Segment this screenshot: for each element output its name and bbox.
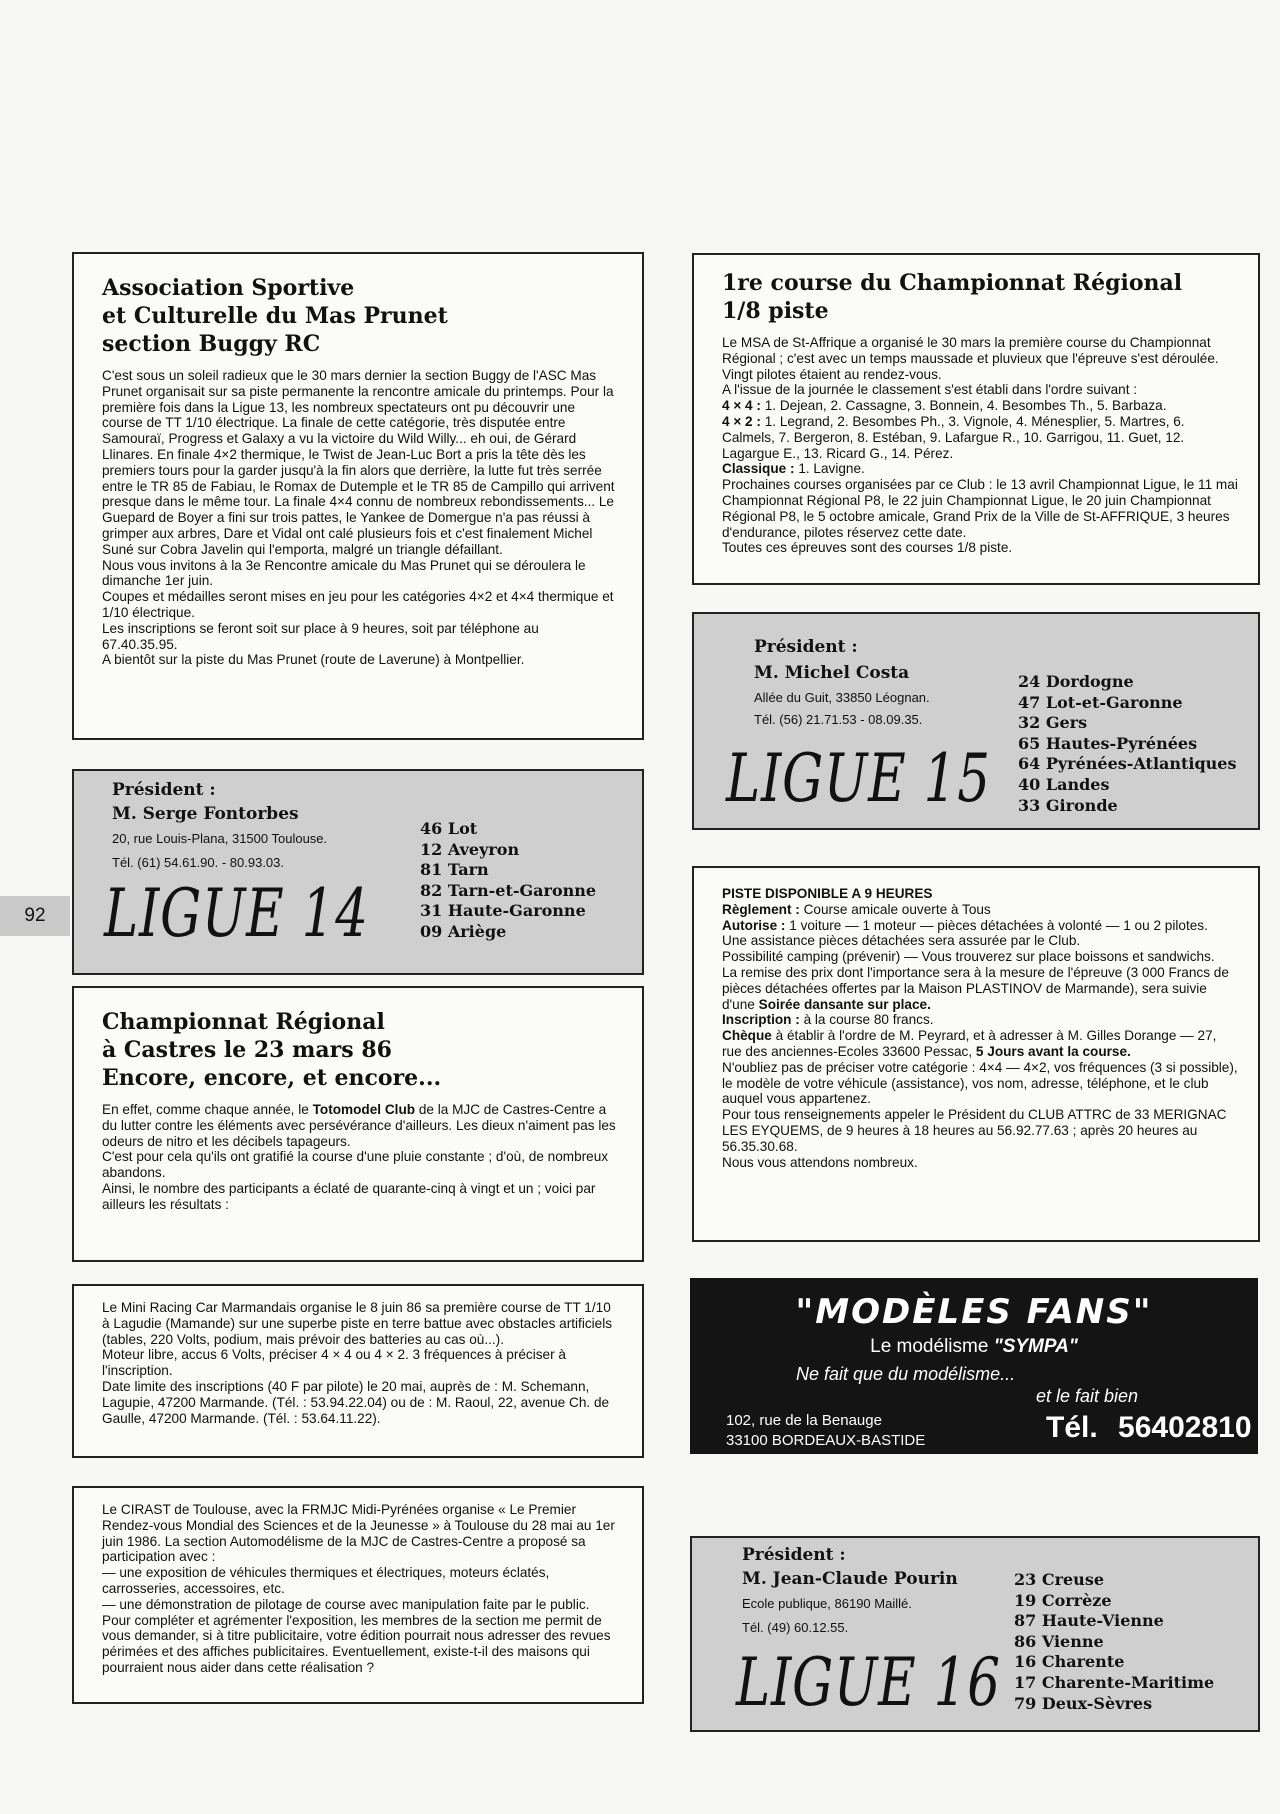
ad-address-1: 102, rue de la Benauge [726, 1412, 882, 1429]
paragraph: — une démonstration de pilotage de course avec manipulation faite par le public. [102, 1596, 590, 1612]
paragraph: Prochaines courses organisées par ce Club : le 13 avril Championnat Ligue, le 11 mai Championnat Régional P8, le 22 juin Championnat Ligue, le 20 juin Championnat Régional P8, le 5 octobre amicale, Grand Prix de la Ville de St-AFFRIQUE, 3 heures d'endurance, pilotes réservez cette date. [722, 477, 1238, 540]
department: 47 Lot-et-Garonne [1018, 692, 1183, 712]
ligue-15-box [692, 612, 1260, 830]
result-4x2: 4 × 2 : 1. Legrand, 2. Besombes Ph., 3. Vignole, 4. Ménesplier, 5. Martres, 6. Calmels, 7. Bergeron, 8. Estéban, 9. Lafargue R., 10. Garrigou, 11. Guet, 12. Lagargue E., 13. Ricard G., 14. Pérez. [722, 413, 1185, 461]
paragraph: Les inscriptions se feront soit sur place à 9 heures, soit par téléphone au 67.40.35.95. [102, 620, 539, 652]
paragraph: Possibilité camping (prévenir) — Vous trouverez sur place boissons et sandwichs. [722, 949, 1215, 965]
department: 33 Gironde [1018, 795, 1118, 815]
article-piste-disponible: PISTE DISPONIBLE A 9 HEURES Règlement : Course amicale ouverte à Tous Autorise : 1 voiture — 1 moteur — pièces détachées à volonté — 1 ou 2 pilotes. Une assistance pièces détachées sera assurée par le Club. Possibilité camping (prévenir) — Vous trouverez sur place boissons et sandwichs. La remise des prix dont l'importance sera à la mesure de l'épreuve (3 000 Francs de pièces détachées offertes par la Maison PLASTINOV de Marmande), sera suivie d'une Soirée dansante sur place. Inscription : à la course 80 francs. Chèque à établir à l'ordre de M. Peyrard, et à adresser à M. Gilles Dorange — 27, rue des anciennes-Ecoles 33600 Pessac, 5 Jours avant la course. N'oubliez pas de préciser votre catégorie : 4×4 — 4×2, vos fréquences (3 si possible), le modèle de votre véhicule (assistance), vos nom, adresse, téléphone, et le club auquel vous appartenez. Pour tous renseignements appeler le Président du CLUB ATTRC de 33 MERIGNAC LES EYQUEMS, de 9 heures à 18 heures au 56.92.77.63 ; après 20 heures au 56.35.30.68. Nous vous attendons nombreux. [692, 866, 1260, 1242]
paragraph: Date limite des inscriptions (40 F par pilote) le 20 mai, auprès de : M. Schemann, Lagupie, 47200 Marmande. (Tél. : 53.94.22.04) ou de : M. Raoul, 22, avenue Ch. de Gaulle, 47200 Marmande. (Tél. : 53.64.11.22). [102, 1378, 610, 1426]
paragraph: — une exposition de véhicules thermiques et électriques, moteurs éclatés, carrosseries, accessoires, etc. [102, 1565, 550, 1596]
department: 64 Pyrénées-Atlantiques [1018, 754, 1237, 774]
department-list [1014, 1570, 1214, 1714]
department: 09 Ariège [420, 921, 507, 941]
ad-phone: Tél. 56402810 [1046, 1411, 1252, 1444]
president-name: M. Serge Fontorbes [112, 804, 299, 824]
department: 23 Creuse [1014, 1570, 1104, 1589]
department: 24 Dordogne [1018, 672, 1134, 691]
paragraph: Le Mini Racing Car Marmandais organise le 8 juin 86 sa première course de TT 1/10 à Lagudie (Mamande) sur une superbe piste en terre battue avec obstacles artificiels (tables, 220 Volts, podium, mais prévoir des batteries au cas où...). [102, 1300, 613, 1347]
ad-tagline: Le modélisme "SYMPA" [870, 1336, 1078, 1357]
president-name: M. Jean-Claude Pourin [742, 1569, 958, 1589]
paragraph: Toutes ces épreuves sont des courses 1/8 piste. [722, 540, 1013, 556]
paragraph: Coupes et médailles seront mises en jeu pour les catégories 4×2 et 4×4 thermique et 1/10 électrique. [102, 589, 614, 620]
ad-line2: Ne fait que du modélisme... [796, 1364, 1016, 1384]
paragraph: Nous vous attendons nombreux. [722, 1154, 918, 1170]
article-course-1-8 [692, 253, 1260, 585]
department: 79 Deux-Sèvres [1014, 1693, 1153, 1713]
president-phone: Tél. (49) 60.12.55. [742, 1620, 849, 1635]
department: 46 Lot [420, 819, 478, 838]
paragraph: Pour tous renseignements appeler le Président du CLUB ATTRC de 33 MERIGNAC LES EYQUEMS, de 9 heures à 18 heures au 56.92.77.63 ; après 20 heures au 56.35.30.68. [722, 1107, 1227, 1154]
paragraph: Ainsi, le nombre des participants a éclaté de quarante-cinq à vingt et un ; voici par ailleurs les résultats : [102, 1180, 596, 1212]
ligue-number: LIGUE 15 [726, 740, 991, 817]
article-asc-mas-prunet [72, 252, 644, 740]
president-label: Président : [742, 1545, 846, 1565]
department: 19 Corrèze [1014, 1590, 1112, 1610]
department: 31 Haute-Garonne [420, 901, 586, 921]
ad-brand: "MODÈLES FANS" [795, 1292, 1153, 1332]
paragraph: Le MSA de St-Affrique a organisé le 30 mars la première course du Championnat Régional ; c'est avec un temps maussade et pluvieux que l'épreuve s'est déroulée. Vingt pilotes étaient au rendez-vous. [722, 335, 1219, 382]
president-name: M. Michel Costa [754, 663, 910, 683]
article-mini-racing-marmande [72, 1284, 644, 1458]
paragraph: C'est sous un soleil radieux que le 30 mars dernier la section Buggy de l'ASC Mas Prunet organisait sur sa piste permanente la rencontre amicale du printemps. Pour la première fois dans la Ligue 13, les nombreux spectateurs ont pu découvrir une course de TT 1/10 électrique. La finale de cette catégorie, très disputée entre Samouraï, Progress et Galaxy a vu la victoire du Wild Willy... eh oui, de Gérard Llinares. En finale 4×2 thermique, le Twist de Jean-Luc Bort a pris la tête dès les premiers tours pour la garder jusqu'à la fin alors que derrière, la lutte fut très serrée entre le TR 85 de Fabiau, le Romax de Dutemple et le TR 85 de Campillo qui arrivent presque dans le même tour. La finale 4×4 connu de nombreux rebondissements... Le Guepard de Boyer a fini sur trois pattes, le Yankee de Domergue n'a pas réussi à grimper aux arbres, Dare et Vidal ont calé plusieurs fois et c'est finalement Michel Suné sur Cobra Javelin qui l'emporta, malgré un triangle défaillant. [102, 368, 615, 557]
paragraph: N'oubliez pas de préciser votre catégorie : 4×4 — 4×2, vos fréquences (3 si possible), le modèle de votre véhicule (assistance), vos nom, adresse, téléphone, et le club auquel vous appartenez. [722, 1059, 1238, 1107]
president-address: Allée du Guit, 33850 Léognan. [754, 690, 930, 705]
article-title: Association Sportive et Culturelle du Mas Prunet section Buggy RC [102, 275, 448, 357]
advertisement-modeles-fans [690, 1278, 1258, 1454]
result-classique: Classique : 1. Lavigne. [722, 461, 865, 477]
ad-line3: et le fait bien [1036, 1386, 1139, 1406]
president-label: Président : [754, 637, 858, 657]
department: 16 Charente [1014, 1652, 1125, 1672]
article-cirast [72, 1486, 644, 1704]
paragraph: Nous vous invitons à la 3e Rencontre amicale du Mas Prunet qui se déroulera le dimanche 1er juin. [102, 557, 586, 589]
president-label: Président : [112, 780, 216, 800]
department: 81 Tarn [420, 860, 489, 880]
president-phone: Tél. (56) 21.71.53 - 08.09.35. [754, 712, 923, 727]
page-number: 92 [0, 896, 70, 936]
article-title: Championnat Régional à Castres le 23 mars 86 Encore, encore, et encore... [102, 1009, 442, 1091]
paragraph: C'est pour cela qu'ils ont gratifié la course d'une pluie constante ; d'où, de nombreux abandons. [102, 1149, 609, 1181]
department-list [420, 819, 596, 943]
paragraph: Pour compléter et agrémenter l'exposition, les membres de la section me permit de vous demander, si à titre publicitaire, votre édition pourrait nous adresser des revues périmées et des affiches publicitaires. Eventuellement, existe-t-il des maisons qui pourraient nous aider dans cette réalisation ? [102, 1612, 611, 1675]
ad-address-2: 33100 BORDEAUX-BASTIDE [726, 1432, 926, 1449]
ligue-number: LIGUE 14 [104, 875, 369, 952]
department-list [1018, 672, 1237, 816]
department: 65 Hautes-Pyrénées [1018, 733, 1198, 753]
paragraph: Le CIRAST de Toulouse, avec la FRMJC Midi-Pyrénées organise « Le Premier Rendez-vous Mondial des Sciences et de la Jeunesse » à Toulouse du 28 mai au 1er juin 1986. La section Automodélisme de la MJC de Castres-Centre a proposé sa participation avec : [102, 1502, 615, 1565]
paragraph: Moteur libre, accus 6 Volts, préciser 4 × 4 ou 4 × 2. 3 fréquences à préciser à l'inscription. [102, 1347, 566, 1379]
department: 82 Tarn-et-Garonne [420, 880, 597, 900]
paragraph: A bientôt sur la piste du Mas Prunet (route de Laverune) à Montpellier. [102, 652, 525, 668]
department: 12 Aveyron [420, 839, 520, 859]
department: 86 Vienne [1014, 1631, 1104, 1651]
result-4x4: 4 × 4 : 1. Dejean, 2. Cassagne, 3. Bonnein, 4. Besombes Th., 5. Barbaza. [722, 398, 1167, 414]
ligue-16-box [690, 1536, 1260, 1732]
ligue-14-box [72, 769, 644, 975]
president-address: Ecole publique, 86190 Maillé. [742, 1596, 912, 1611]
department: 17 Charente-Maritime [1014, 1672, 1215, 1692]
president-address: 20, rue Louis-Plana, 31500 Toulouse. [112, 831, 328, 846]
paragraph: Une assistance pièces détachées sera assurée par le Club. [722, 933, 1081, 949]
department: 32 Gers [1018, 713, 1088, 733]
president-phone: Tél. (61) 54.61.90. - 80.93.03. [112, 855, 284, 870]
department: 40 Landes [1018, 774, 1110, 794]
section-heading: PISTE DISPONIBLE A 9 HEURES [722, 886, 933, 901]
department: 87 Haute-Vienne [1014, 1611, 1164, 1631]
paragraph: A l'issue de la journée le classement s'est établi dans l'ordre suivant : [722, 382, 1138, 398]
article-championnat-castres: Championnat Régional à Castres le 23 mars 86 Encore, encore, et encore... En effet, comme chaque année, le Totomodel Club de la MJC de Castres-Centre a du lutter contre les éléments avec persévérance d'ailleurs. Les dieux n'aiment pas les odeurs de nitro et les décibels tapageurs. C'est pour cela qu'ils ont gratifié la course d'une pluie constante ; d'où, de nombreux abandons. Ainsi, le nombre des participants a éclaté de quarante-cinq à vingt et un ; voici par ailleurs les résultats : [72, 986, 644, 1262]
article-title: 1re course du Championnat Régional 1/8 piste [722, 270, 1183, 324]
ligue-number: LIGUE 16 [736, 1644, 1001, 1721]
